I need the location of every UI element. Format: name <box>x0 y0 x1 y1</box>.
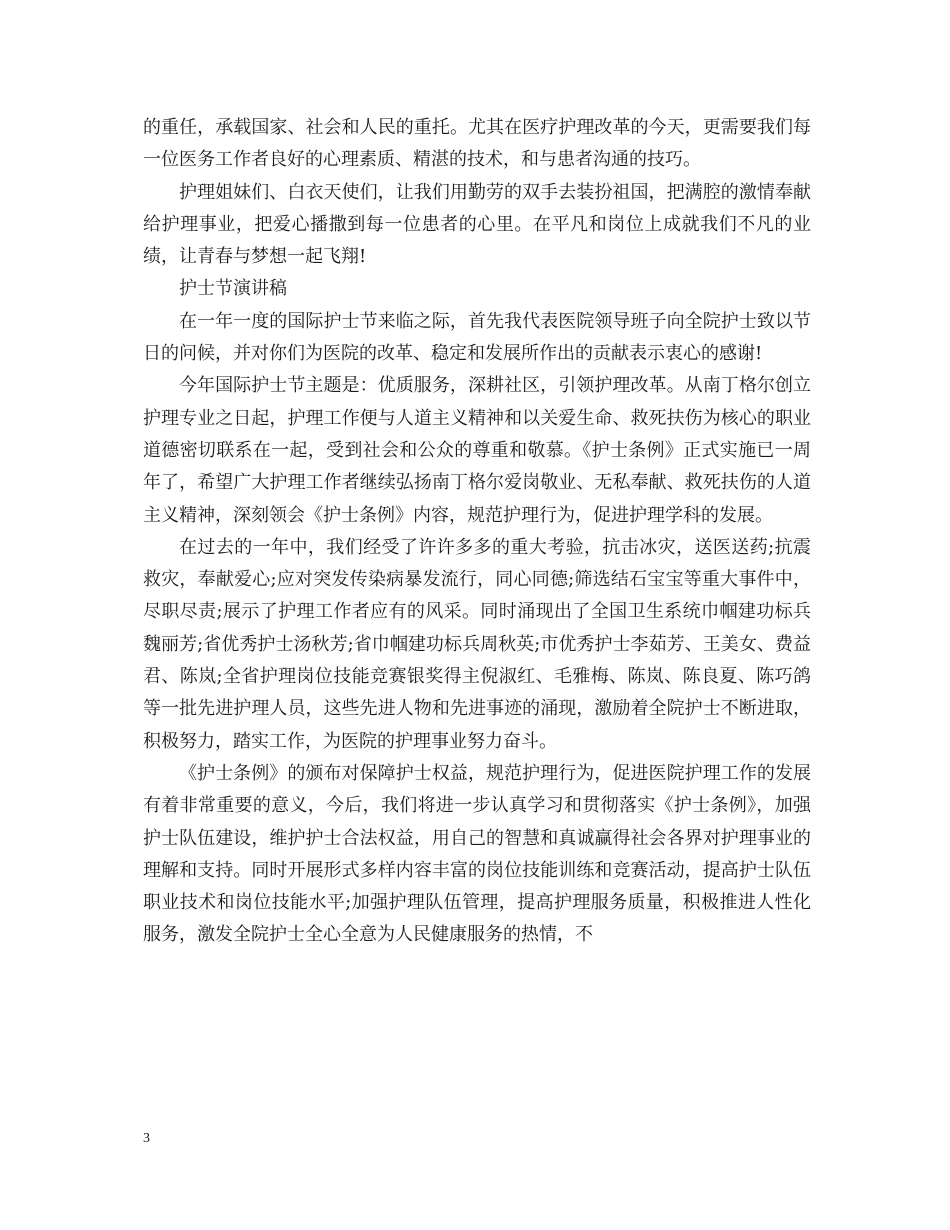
paragraph: 今年国际护士节主题是：优质服务，深耕社区，引领护理改革。从南丁格尔创立护理专业之日起，护理工作便与人道主义精神和以关爱生命、救死扶伤为核心的职业道德密切联系在一起，受到社会和公众的尊重和敬慕。《护士条例》正式实施已一周年了，希望广大护理工作者继续弘扬南丁格尔爱岗敬业、无私奉献、救死扶伤的人道主义精神，深刻领会《护士条例》内容，规范护理行为，促进护理学科的发展。 <box>143 375 811 526</box>
page-number: 3 <box>143 1131 150 1146</box>
paragraph: 护理姐妹们、白衣天使们，让我们用勤劳的双手去装扮祖国，把满腔的激情奉献给护理事业，把爱心播撒到每一位患者的心里。在平凡和岗位上成就我们不凡的业绩，让青春与梦想一起飞翔! <box>143 181 811 268</box>
section-heading: 护士节演讲稿 <box>179 278 287 300</box>
paragraph: 《护士条例》的颁布对保障护士权益，规范护理行为，促进医院护理工作的发展有着非常重要的意义，今后，我们将进一步认真学习和贯彻落实《护士条例》，加强护士队伍建设，维护护士合法权益，用自己的智慧和真诚赢得社会各界对护理事业的理解和支持。同时开展形式多样内容丰富的岗位技能训练和竞赛活动，提高护士队伍职业技术和岗位技能水平;加强护理队伍管理，提高护理服务质量，积极推进人性化服务，激发全院护士全心全意为人民健康服务的热情，不 <box>143 762 811 946</box>
paragraph: 在过去的一年中，我们经受了许许多多的重大考验，抗击冰灾，送医送药;抗震救灾，奉献爱心;应对突发传染病暴发流行，同心同德;筛选结石宝宝等重大事件中，尽职尽责;展示了护理工作者应有的风采。同时涌现出了全国卫生系统巾帼建功标兵魏丽芳;省优秀护士汤秋芳;省巾帼建功标兵周秋英;市优秀护士李茹芳、王美女、费益君、陈岚;全省护理岗位技能竞赛银奖得主倪淑红、毛雅梅、陈岚、陈良夏、陈巧鸽等一批先进护理人员，这些先进人物和先进事迹的涌现，激励着全院护士不断进取，积极努力，踏实工作，为医院的护理事业努力奋斗。 <box>143 536 811 752</box>
paragraph: 在一年一度的国际护士节来临之际，首先我代表医院领导班子向全院护士致以节日的问候，并对你们为医院的改革、稳定和发展所作出的贡献表示衷心的感谢! <box>143 310 811 365</box>
paragraph-continued: 的重任，承载国家、社会和人民的重托。尤其在医疗护理改革的今天，更需要我们每一位医务工作者良好的心理素质、精湛的技术，和与患者沟通的技巧。 <box>143 117 811 171</box>
document-body <box>143 112 811 952</box>
